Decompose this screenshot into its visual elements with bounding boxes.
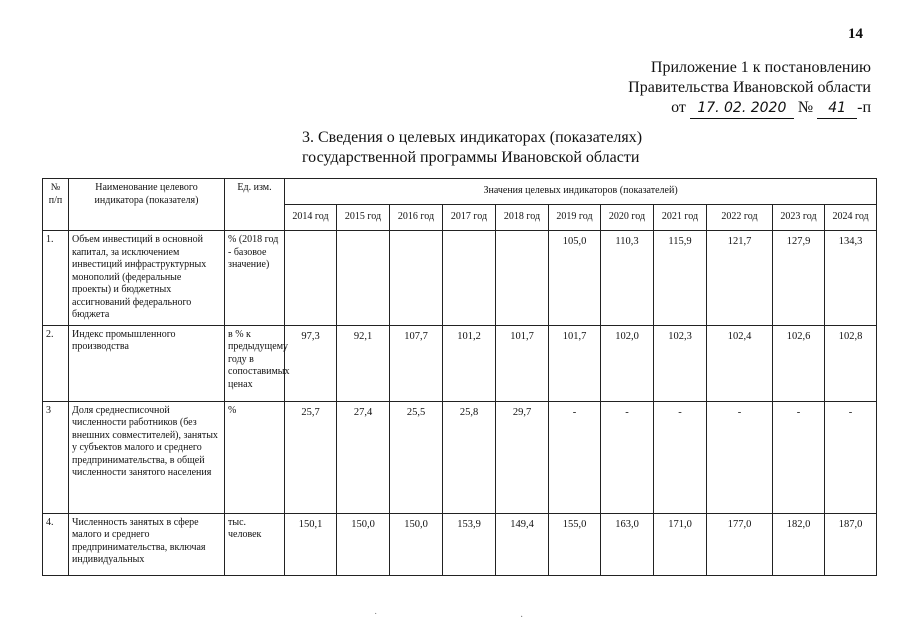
year-header: 2017 год bbox=[443, 205, 496, 231]
row-value: 29,7 bbox=[496, 401, 549, 513]
row-value: 177,0 bbox=[707, 513, 773, 575]
header-num: № п/п bbox=[43, 179, 69, 231]
scan-speck: ˙ bbox=[374, 612, 378, 623]
row-value: 127,9 bbox=[773, 231, 825, 326]
row-value bbox=[496, 231, 549, 326]
row-num: 1. bbox=[43, 231, 69, 326]
year-header: 2022 год bbox=[707, 205, 773, 231]
section-title-line-2: государственной программы Ивановской области bbox=[302, 149, 640, 166]
row-unit: % bbox=[225, 401, 285, 513]
row-value: - bbox=[654, 401, 707, 513]
row-value: 182,0 bbox=[773, 513, 825, 575]
row-value: 110,3 bbox=[601, 231, 654, 326]
row-value bbox=[337, 231, 390, 326]
row-value: - bbox=[601, 401, 654, 513]
year-header: 2024 год bbox=[825, 205, 877, 231]
row-value: 97,3 bbox=[285, 325, 337, 401]
appendix-header bbox=[628, 58, 871, 119]
row-name: Индекс промышленного производства bbox=[69, 325, 225, 401]
page-number: 14 bbox=[848, 26, 863, 42]
header-values-group: Значения целевых индикаторов (показателей) bbox=[285, 179, 877, 205]
row-value: 150,1 bbox=[285, 513, 337, 575]
row-value: 187,0 bbox=[825, 513, 877, 575]
year-header: 2016 год bbox=[390, 205, 443, 231]
row-value: 115,9 bbox=[654, 231, 707, 326]
row-value: 102,6 bbox=[773, 325, 825, 401]
row-value: 25,5 bbox=[390, 401, 443, 513]
appendix-from: от bbox=[671, 99, 686, 116]
row-unit: в % к предыдущему году в сопоставимых ценах bbox=[225, 325, 285, 401]
row-value: 102,4 bbox=[707, 325, 773, 401]
table-row bbox=[43, 401, 877, 513]
row-num: 2. bbox=[43, 325, 69, 401]
appendix-date: 17. 02. 2020 bbox=[690, 98, 794, 119]
row-value bbox=[443, 231, 496, 326]
appendix-line-3 bbox=[628, 98, 871, 119]
row-value: - bbox=[549, 401, 601, 513]
row-name: Доля среднесписочной численности работников (без внешних совместителей), занятых у субъектов малого и среднего предпринимательства, в общей численности занятого населения bbox=[69, 401, 225, 513]
row-value: 102,0 bbox=[601, 325, 654, 401]
row-value: 149,4 bbox=[496, 513, 549, 575]
row-value: - bbox=[707, 401, 773, 513]
header-name: Наименование целевого индикатора (показателя) bbox=[69, 179, 225, 231]
row-value: 155,0 bbox=[549, 513, 601, 575]
indicators-table bbox=[42, 178, 877, 576]
year-header: 2021 год bbox=[654, 205, 707, 231]
row-value: 25,7 bbox=[285, 401, 337, 513]
year-header: 2019 год bbox=[549, 205, 601, 231]
row-value: 101,2 bbox=[443, 325, 496, 401]
row-value: 102,8 bbox=[825, 325, 877, 401]
appendix-suffix: -п bbox=[857, 99, 871, 116]
row-value bbox=[390, 231, 443, 326]
row-value: 101,7 bbox=[496, 325, 549, 401]
row-value: 105,0 bbox=[549, 231, 601, 326]
appendix-line-1: Приложение 1 к постановлению bbox=[650, 59, 871, 76]
year-header: 2015 год bbox=[337, 205, 390, 231]
row-unit: % (2018 год - базовое значение) bbox=[225, 231, 285, 326]
row-value: 25,8 bbox=[443, 401, 496, 513]
row-name: Численность занятых в сфере малого и среднего предпринимательства, включая индивидуальных bbox=[69, 513, 225, 575]
row-num: 4. bbox=[43, 513, 69, 575]
row-value: 163,0 bbox=[601, 513, 654, 575]
appendix-number-sign: № bbox=[797, 99, 814, 116]
row-unit: тыс. человек bbox=[225, 513, 285, 575]
table-row bbox=[43, 231, 877, 326]
row-value: 101,7 bbox=[549, 325, 601, 401]
table-row bbox=[43, 513, 877, 575]
header-unit: Ед. изм. bbox=[225, 179, 285, 231]
row-name: Объем инвестиций в основной капитал, за исключением инвестиций инфраструктурных монополий (федеральные проекты) и бюджетных ассигнований федерального бюджета bbox=[69, 231, 225, 326]
year-header: 2018 год bbox=[496, 205, 549, 231]
row-value: - bbox=[773, 401, 825, 513]
row-value: 121,7 bbox=[707, 231, 773, 326]
row-value: 150,0 bbox=[337, 513, 390, 575]
year-header: 2023 год bbox=[773, 205, 825, 231]
year-header: 2020 год bbox=[601, 205, 654, 231]
row-value: 27,4 bbox=[337, 401, 390, 513]
row-num: 3 bbox=[43, 401, 69, 513]
row-value: 171,0 bbox=[654, 513, 707, 575]
year-header: 2014 год bbox=[285, 205, 337, 231]
row-value: 134,3 bbox=[825, 231, 877, 326]
row-value: 102,3 bbox=[654, 325, 707, 401]
row-value: 150,0 bbox=[390, 513, 443, 575]
appendix-line-2: Правительства Ивановской области bbox=[628, 79, 871, 96]
scan-speck: · bbox=[520, 612, 524, 623]
row-value: 153,9 bbox=[443, 513, 496, 575]
row-value: 92,1 bbox=[337, 325, 390, 401]
table-row bbox=[43, 325, 877, 401]
section-title bbox=[302, 128, 642, 168]
row-value: 107,7 bbox=[390, 325, 443, 401]
section-title-line-1: 3. Сведения о целевых индикаторах (показателях) bbox=[302, 129, 643, 146]
appendix-number: 41 bbox=[817, 98, 857, 119]
row-value bbox=[285, 231, 337, 326]
row-value: - bbox=[825, 401, 877, 513]
